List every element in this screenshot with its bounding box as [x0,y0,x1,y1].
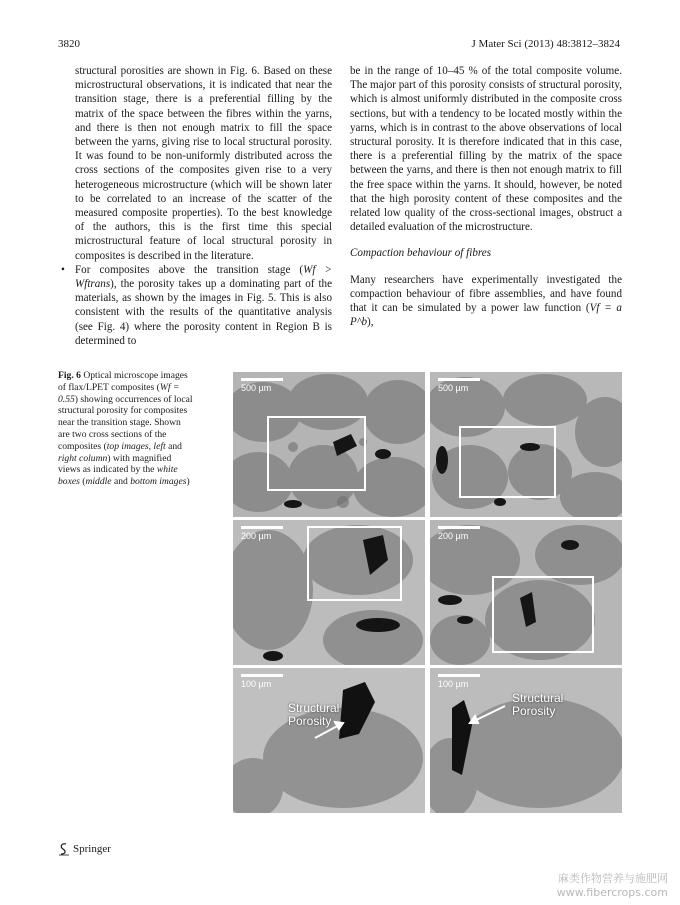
bullet-rest: ), the porosity takes up a dominating part of the materials, as shown by the images in Fig. 5. This is also consistent with the results of the quantitative analysis (see Fig. 4) where the porosity content in Region B is determined to [75,278,332,347]
scale-bar-line [241,526,283,529]
bullet-dot-icon: • [61,263,65,276]
annotation-line-1: Structural [512,691,564,705]
micrograph-grid [233,372,622,813]
scale-bar-line [438,526,480,529]
scale-bar [241,674,283,689]
micrograph-image [233,668,425,813]
micrograph-top-right [430,372,622,517]
caption-italic-1: top images [106,440,149,452]
scale-bar [241,378,283,393]
caption-sep: , [148,440,154,452]
scale-label: 500 µm [241,383,272,393]
scale-bar [241,526,283,541]
publisher-name: Springer [73,843,111,855]
caption-and-2: and [111,476,131,488]
annotation-line-2: Porosity [512,704,556,718]
right-paragraph-2 [350,273,622,330]
caption-italic-6: bottom images [130,476,187,488]
caption-italic-5: middle [85,476,112,488]
caption-text-1: Optical microscope images of flax/LPET composites ( [58,370,188,393]
left-column [60,64,332,348]
springer-logo-icon [58,842,70,856]
micrograph-middle-right [430,520,622,665]
scale-label: 100 µm [438,679,469,689]
micrograph-image [430,372,622,517]
para2-text: Many researchers have experimentally investigated the compaction behaviour of fibre assemblies, and have found that it can be simulated by a power law function ( [350,273,622,315]
para2-end: ), [367,316,374,329]
right-paragraph-1: be in the range of 10–45 % of the total composite volume. The major part of this porosity consists of structural porosity, which is almost uniformly distributed in the composite cross sections, but with a tendency to be located mostly within the yarns, which is in contrast to the above observations of local structural porosity. It is therefore indicated that in this case, there is a preferential filling by the matrix of the space between the yarns, and there is then not enough matrix to fill the free space within the yarns. It should, however, be noted that the high porosity content of these composites and the related low quality of the cross-sectional images, obstruct a detailed evaluation of the microstructure. [350,65,622,234]
section-heading: Compaction behaviour of fibres [350,247,492,260]
figure-label: Fig. 6 [58,370,81,381]
para2-math: Vf = a P^b [350,302,622,329]
micrograph-image [233,520,425,665]
watermark-line-1: 麻类作物营养与施肥网 [558,872,668,885]
right-column [350,64,622,329]
caption-italic-2: left [153,440,166,452]
structural-porosity-annotation [512,692,563,718]
scale-bar-line [438,674,480,677]
scale-bar-line [241,378,283,381]
micrograph-middle-left [233,520,425,665]
caption-and-1: and [165,440,182,452]
scale-bar-line [438,378,480,381]
caption-text-4: ( [79,476,86,488]
caption-text-3: ) with magnified views as indicated by the [58,452,172,476]
scale-bar [438,674,480,689]
structural-porosity-annotation [288,702,339,728]
scale-label: 500 µm [438,383,469,393]
micrograph-bottom-left [233,668,425,813]
bullet-item [60,263,332,348]
caption-italic-4: white boxes [58,464,178,488]
scale-bar [438,378,480,393]
scale-bar [438,526,480,541]
scale-label: 100 µm [241,679,272,689]
watermark-line-2: www.fibercrops.com [556,886,668,899]
micrograph-image [430,668,622,813]
micrograph-image [233,372,425,517]
site-watermark [557,872,668,900]
micrograph-image [430,520,622,665]
figure-caption [58,370,193,488]
publisher-footer [58,842,111,856]
annotation-line-1: Structural [288,701,340,715]
scale-label: 200 µm [241,531,272,541]
caption-math: Wf = 0.55 [58,381,180,405]
caption-text-2: ) showing occurrences of local structural porosity for composites near the transition stage. Shown are two cross sections of the composites ( [58,393,193,452]
bullet-math: Wf > Wftrans [75,263,332,291]
micrograph-bottom-right [430,668,622,813]
caption-italic-3: right column [58,452,108,464]
scale-bar-line [241,674,283,677]
bullet-prefix: For composites above the transition stage ( [75,263,304,276]
annotation-line-2: Porosity [288,714,332,728]
journal-reference: J Mater Sci (2013) 48:3812–3824 [471,38,620,50]
left-paragraph-1: structural porosities are shown in Fig. 6. Based on these microstructural observations, it is indicated that near the transition stage, there is a preferential filling by the matrix of the space between the fibres within the yarns, and there is then not enough matrix to fill the space between the yarns, giving rise to local structural porosity. It was found to be non-uniformly distributed across the cross sections of the composites given rise to a very heterogeneous microstructure (which will be shown later to be correlated to an increase of the scatter of the measured composite properties). To the best knowledge of the authors, this is the first time this special microstructural feature of local structural porosity in composites is described in the literature. [75,65,332,262]
caption-text-5: ) [186,476,190,488]
micrograph-top-left [233,372,425,517]
page-number: 3820 [58,38,80,50]
scale-label: 200 µm [438,531,469,541]
